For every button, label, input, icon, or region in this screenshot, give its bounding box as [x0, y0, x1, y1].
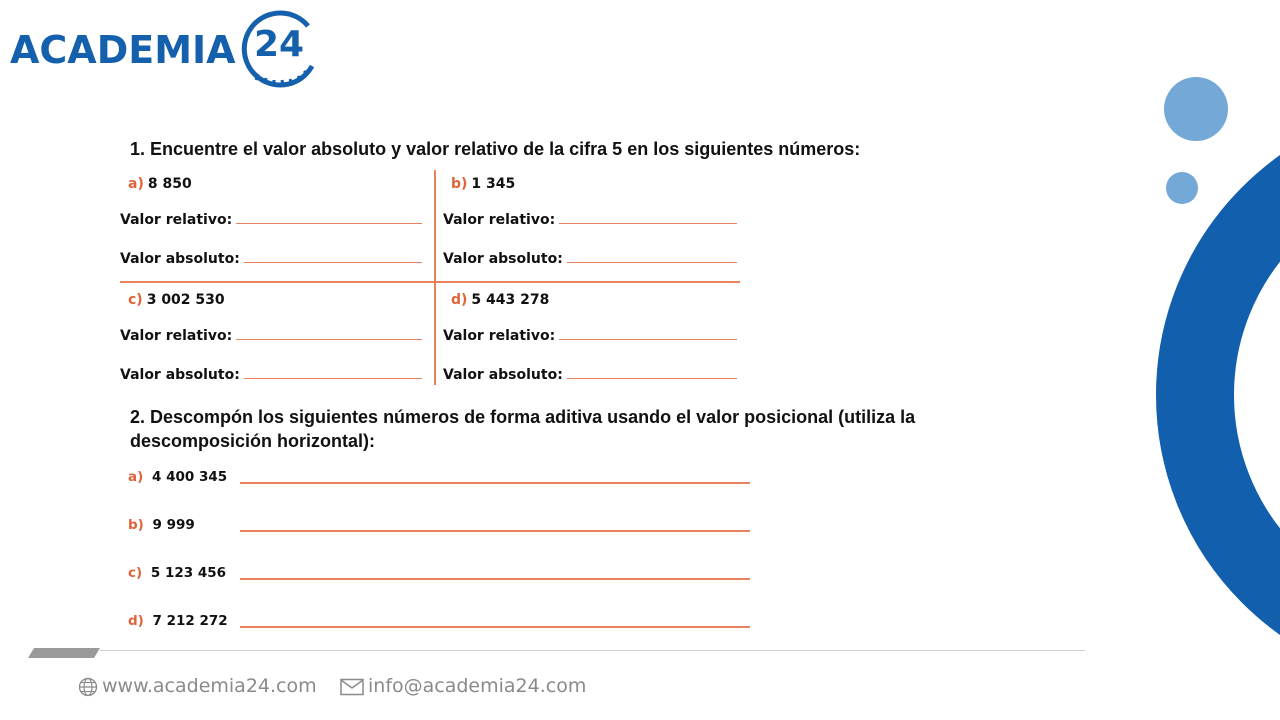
relative-value-field[interactable] [120, 328, 422, 344]
item-letter: a) [128, 469, 144, 485]
decomposition-row-a [128, 469, 768, 499]
absolute-label: Valor absoluto: [120, 367, 240, 383]
item-number: 7 212 272 [152, 613, 228, 629]
decomposition-item-label [128, 469, 227, 485]
item-number: 8 850 [147, 176, 192, 192]
deco-arc [1195, 140, 1280, 650]
answer-line[interactable] [236, 223, 422, 224]
item-number: 3 002 530 [146, 292, 225, 308]
item-number: 1 345 [471, 176, 516, 192]
item-number: 5 123 456 [150, 565, 227, 581]
item-b-cell [443, 170, 753, 280]
relative-value-field[interactable] [443, 212, 737, 228]
item-d-header [451, 292, 549, 308]
envelope-icon [340, 678, 364, 696]
absolute-label: Valor absoluto: [120, 251, 240, 267]
relative-label: Valor relativo: [120, 212, 233, 228]
absolute-value-field[interactable] [120, 251, 422, 267]
item-letter: d) [128, 613, 144, 629]
item-letter: c) [128, 292, 143, 308]
answer-line[interactable] [559, 223, 737, 224]
footer-website[interactable] [78, 675, 317, 697]
deco-circle-small [1166, 172, 1198, 204]
decomposition-row-b [128, 517, 768, 547]
website-text[interactable]: www.academia24.com [102, 675, 317, 697]
grid-divider-vertical [434, 170, 436, 385]
relative-label: Valor relativo: [443, 328, 556, 344]
item-letter: b) [451, 176, 468, 192]
absolute-value-field[interactable] [443, 367, 737, 383]
item-a-header [128, 176, 192, 192]
logo-wordmark: ACADEMIA [10, 28, 236, 72]
answer-line[interactable] [240, 626, 750, 628]
absolute-label: Valor absoluto: [443, 367, 563, 383]
decomposition-item-label [128, 613, 228, 629]
answer-line[interactable] [567, 262, 737, 263]
decomposition-item-label [128, 517, 195, 533]
answer-line[interactable] [236, 339, 422, 340]
answer-line[interactable] [240, 482, 750, 484]
grid-divider-horizontal [120, 281, 740, 283]
absolute-value-field[interactable] [443, 251, 737, 267]
decomposition-row-d [128, 613, 768, 643]
decomposition-row-c [128, 565, 768, 595]
decorative-circles [1150, 60, 1280, 660]
question-2-title: 2. Descompón los siguientes números de forma aditiva usando el valor posicional (utiliza la descomposición horizontal): [130, 407, 916, 451]
academia24-logo [10, 8, 330, 90]
absolute-label: Valor absoluto: [443, 251, 563, 267]
answer-line[interactable] [567, 378, 737, 379]
question-1-title: 1. Encuentre el valor absoluto y valor relativo de la cifra 5 en los siguientes números: [130, 139, 861, 159]
decomposition-item-label [128, 565, 226, 581]
item-c-header [128, 292, 225, 308]
relative-label: Valor relativo: [120, 328, 233, 344]
item-number: 4 400 345 [151, 469, 228, 485]
answer-line[interactable] [244, 378, 422, 379]
question-1-grid [120, 170, 740, 385]
logo-number: 24 [253, 24, 305, 65]
answer-line[interactable] [559, 339, 737, 340]
item-b-header [451, 176, 515, 192]
item-a-cell [120, 170, 430, 280]
item-number: 5 443 278 [471, 292, 550, 308]
item-letter: c) [128, 565, 143, 581]
email-text[interactable]: info@academia24.com [368, 675, 587, 697]
absolute-value-field[interactable] [120, 367, 422, 383]
answer-line[interactable] [244, 262, 422, 263]
footer-email[interactable] [340, 675, 586, 697]
answer-line[interactable] [240, 530, 750, 532]
globe-icon [78, 677, 98, 697]
answer-line[interactable] [240, 578, 750, 580]
relative-label: Valor relativo: [443, 212, 556, 228]
item-letter: a) [128, 176, 144, 192]
item-number: 9 999 [152, 517, 195, 533]
footer-accent-bar [28, 648, 100, 658]
item-d-cell [443, 286, 753, 396]
item-letter: d) [451, 292, 468, 308]
footer-divider [100, 650, 1085, 651]
relative-value-field[interactable] [443, 328, 737, 344]
deco-circle-large [1164, 77, 1228, 141]
item-letter: b) [128, 517, 144, 533]
item-c-cell [120, 286, 430, 396]
relative-value-field[interactable] [120, 212, 422, 228]
